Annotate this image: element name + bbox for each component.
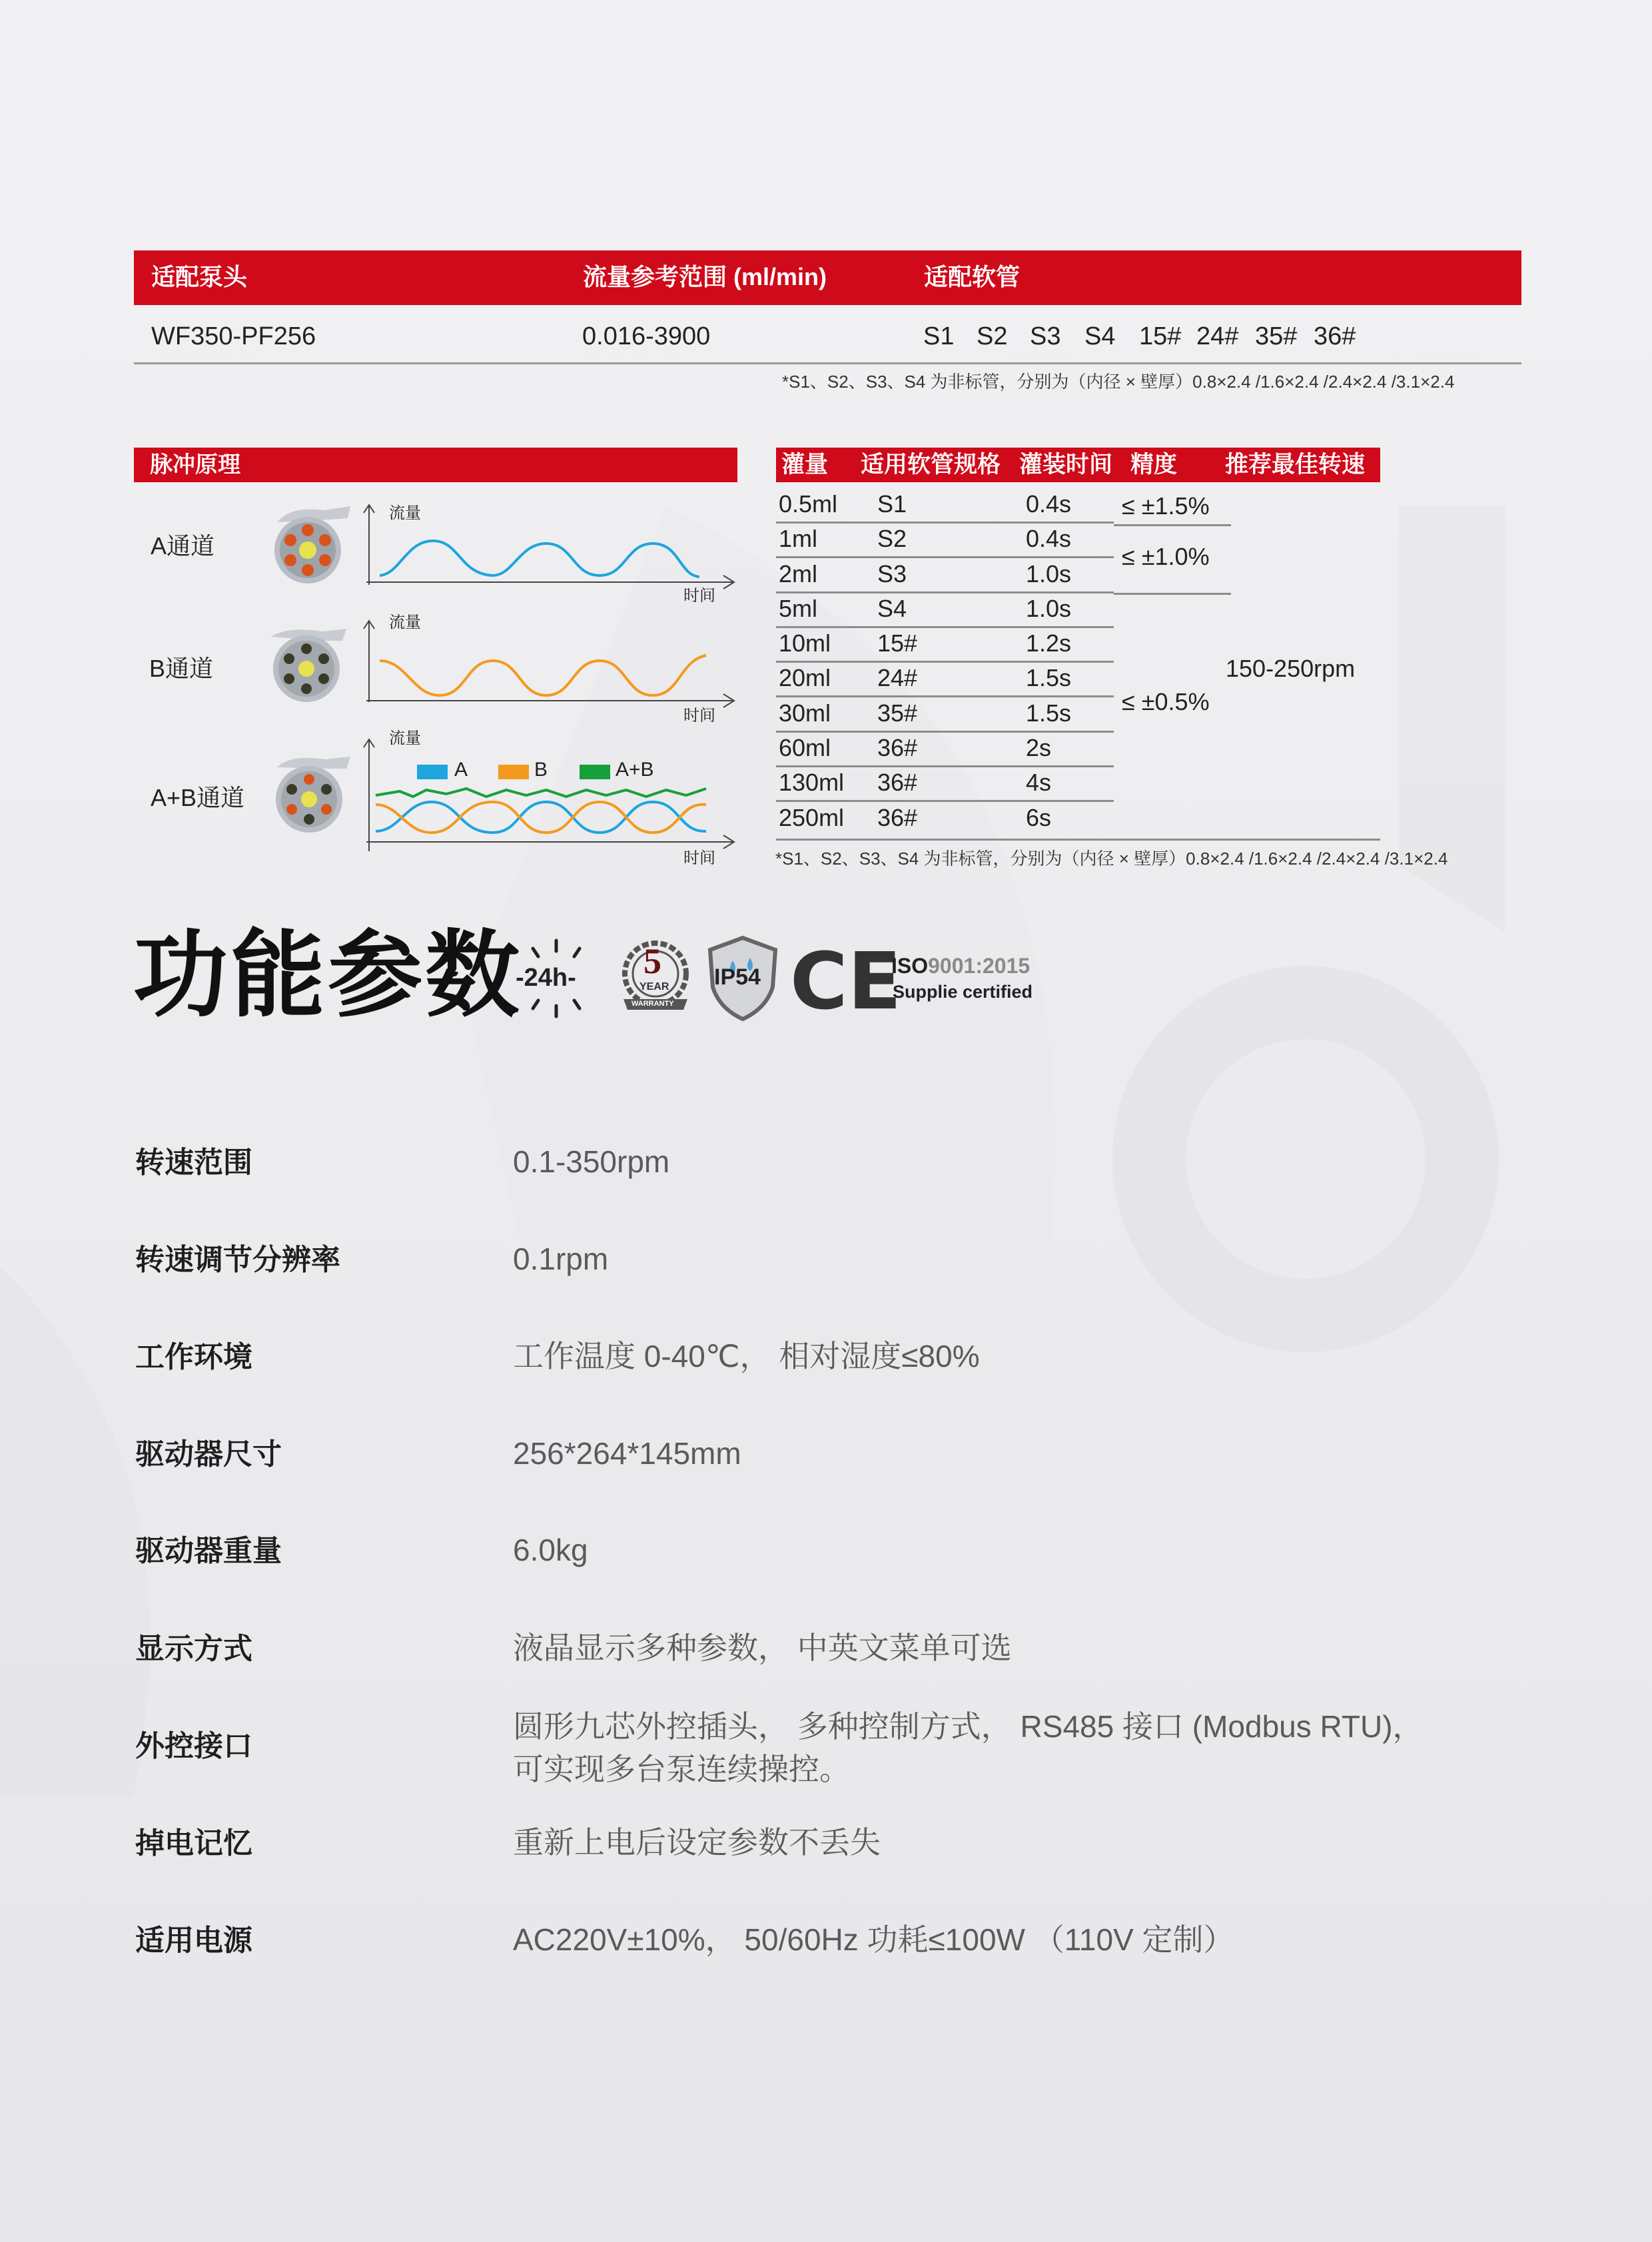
pump-head-ab-icon xyxy=(264,751,357,835)
tube-spec-cell: 24# xyxy=(877,664,918,691)
header-tube-spec: 适用软管规格 xyxy=(861,452,1001,478)
axis-x-label: 时间 xyxy=(683,707,715,725)
tube-item: 15# xyxy=(1139,322,1182,350)
tube-item: S1 xyxy=(923,322,955,350)
spec-label: 掉电记忆 xyxy=(135,1827,252,1860)
fill-time-cell: 4s xyxy=(1026,769,1052,796)
spec-value: 液晶显示多种参数， 中英文菜单可选 xyxy=(513,1631,1012,1665)
precision-rule xyxy=(1114,593,1231,595)
fill-volume-cell: 60ml xyxy=(779,734,831,761)
tube-item: S2 xyxy=(977,322,1008,350)
tube-spec-cell: 35# xyxy=(877,699,918,727)
spec-value: 0.1-350rpm xyxy=(513,1144,670,1179)
header-pump-head: 适配泵头 xyxy=(151,263,248,290)
fill-time-cell: 2s xyxy=(1026,734,1052,761)
tube-item: 24# xyxy=(1196,322,1239,350)
fill-footnote: *S1、S2、S3、S4 为非标管，分别为（内径 × 壁厚）0.8×2.4 /1.6×2.4 /2.4×2.4 /3.1×2.4 xyxy=(775,849,1448,869)
fill-row-rule xyxy=(776,800,1114,802)
spec-label: 工作环境 xyxy=(135,1341,252,1373)
fill-row-rule xyxy=(776,591,1114,593)
fill-volume-cell: 0.5ml xyxy=(779,490,838,518)
pump-head-b-icon xyxy=(261,622,354,706)
spec-value: 工作温度 0-40℃， 相对湿度≤80% xyxy=(513,1339,980,1373)
fill-time-cell: 6s xyxy=(1026,804,1052,831)
tube-spec-cell: S1 xyxy=(877,490,907,518)
fill-time-cell: 0.4s xyxy=(1026,525,1072,552)
header-tubing: 适配软管 xyxy=(924,263,1021,290)
tube-spec-cell: 36# xyxy=(877,804,918,831)
fill-row-rule xyxy=(776,661,1114,663)
header-precision: 精度 xyxy=(1130,452,1178,478)
spec-label: 转速调节分辨率 xyxy=(135,1244,340,1276)
tube-spec-cell: S4 xyxy=(877,595,907,622)
axis-y-label: 流量 xyxy=(389,729,421,747)
ce-mark: CE xyxy=(790,935,902,1027)
tube-item: 35# xyxy=(1255,322,1298,350)
legend-a-label: A xyxy=(454,759,468,781)
fill-time-cell: 1.5s xyxy=(1026,699,1072,727)
precision-value: ≤ ±1.5% xyxy=(1122,492,1210,520)
warranty-year-label: YEAR xyxy=(639,981,669,992)
fill-time-cell: 1.5s xyxy=(1026,664,1072,691)
ce-mark-icon xyxy=(790,935,902,1027)
fill-volume-cell: 1ml xyxy=(779,525,818,552)
pulse-waveforms xyxy=(360,501,746,867)
fill-row-rule xyxy=(776,556,1114,558)
axis-y-label: 流量 xyxy=(389,613,421,631)
iso-certified-text: Supplie certified xyxy=(893,982,1033,1002)
fill-row-rule xyxy=(776,731,1114,733)
fill-row-rule xyxy=(776,626,1114,628)
tube-item: S3 xyxy=(1030,322,1061,350)
fill-row-rule xyxy=(776,765,1114,767)
warranty-years: 5 xyxy=(643,941,661,981)
precision-rule xyxy=(1114,524,1231,526)
tube-item: 36# xyxy=(1314,322,1356,350)
spec-label: 显示方式 xyxy=(135,1633,252,1665)
spec-label: 转速范围 xyxy=(135,1146,252,1179)
axis-x-label: 时间 xyxy=(683,587,715,605)
tube-item: S4 xyxy=(1084,322,1116,350)
iso-line xyxy=(891,952,1030,979)
legend-ab-label: A+B xyxy=(616,759,654,781)
spec-value: 重新上电后设定参数不丢失 xyxy=(513,1825,881,1860)
spec-label: 适用电源 xyxy=(135,1924,252,1957)
fill-volume-cell: 20ml xyxy=(779,664,831,691)
header-fill-time: 灌装时间 xyxy=(1019,452,1113,478)
pulse-title: 脉冲原理 xyxy=(150,452,240,478)
fill-volume-cell: 130ml xyxy=(779,769,845,796)
spec-label: 外控接口 xyxy=(135,1730,252,1762)
spec-value-line2: 可实现多台泵连续操控。 xyxy=(513,1752,850,1786)
header-speed: 推荐最佳转速 xyxy=(1225,452,1366,478)
top-table-rule xyxy=(134,362,1521,364)
spec-label: 驱动器尺寸 xyxy=(135,1438,282,1471)
fill-row-rule xyxy=(776,695,1114,697)
tube-spec-cell: S2 xyxy=(877,525,907,552)
axis-x-label: 时间 xyxy=(683,849,715,867)
fill-volume-cell: 2ml xyxy=(779,560,818,587)
channel-a-label: A通道 xyxy=(151,532,215,560)
precision-value: ≤ ±1.0% xyxy=(1122,543,1210,570)
spec-value: 256*264*145mm xyxy=(513,1436,741,1471)
pump-model: WF350-PF256 xyxy=(151,322,316,350)
fill-volume-cell: 30ml xyxy=(779,699,831,727)
24h-text: -24h- xyxy=(516,964,576,992)
fill-volume-cell: 10ml xyxy=(779,629,831,657)
legend-b-label: B xyxy=(534,759,548,781)
spec-label: 驱动器重量 xyxy=(135,1535,282,1567)
channel-b-label: B通道 xyxy=(149,655,214,682)
iso-standard: 9001:2015 xyxy=(928,954,1031,978)
precision-value: ≤ ±0.5% xyxy=(1122,688,1210,715)
iso-prefix: ISO xyxy=(891,954,929,978)
ip54-text: IP54 xyxy=(714,964,761,990)
flow-range-value: 0.016-3900 xyxy=(582,322,711,350)
header-fill-volume: 灌量 xyxy=(781,452,829,478)
fill-volume-cell: 5ml xyxy=(779,595,818,622)
spec-value: 0.1rpm xyxy=(513,1242,609,1276)
channel-ab-label: A+B通道 xyxy=(151,784,245,811)
fill-time-cell: 1.0s xyxy=(1026,595,1072,622)
fill-time-cell: 1.2s xyxy=(1026,629,1072,657)
header-flow-range: 流量参考范围 (ml/min) xyxy=(583,263,827,290)
fill-row-rule xyxy=(776,522,1114,524)
section-title: 功能参数 xyxy=(133,923,522,1028)
spec-value: AC220V±10%， 50/60Hz 功耗≤100W （110V 定制） xyxy=(513,1922,1234,1957)
recommended-speed: 150-250rpm xyxy=(1226,655,1356,682)
pump-head-a-icon xyxy=(264,502,357,586)
fill-table-bottom-rule xyxy=(776,839,1380,841)
fill-time-cell: 0.4s xyxy=(1026,490,1072,518)
fill-time-cell: 1.0s xyxy=(1026,560,1072,587)
tube-spec-cell: 15# xyxy=(877,629,918,657)
tube-footnote: *S1、S2、S3、S4 为非标管，分别为（内径 × 壁厚）0.8×2.4 /1.6×2.4 /2.4×2.4 /3.1×2.4 xyxy=(782,372,1455,392)
tube-spec-cell: S3 xyxy=(877,560,907,587)
pulse-header xyxy=(134,448,737,482)
fill-table-header xyxy=(776,448,1380,482)
tube-spec-cell: 36# xyxy=(877,734,918,761)
fill-volume-cell: 250ml xyxy=(779,804,845,831)
spec-value: 6.0kg xyxy=(513,1533,588,1567)
axis-y-label: 流量 xyxy=(389,504,421,522)
top-table-header xyxy=(134,250,1521,305)
tube-spec-cell: 36# xyxy=(877,769,918,796)
warranty-ribbon-text: WARRANTY xyxy=(631,1000,674,1008)
spec-value: 圆形九芯外控插头， 多种控制方式， RS485 接口 (Modbus RTU)， xyxy=(513,1709,1424,1744)
